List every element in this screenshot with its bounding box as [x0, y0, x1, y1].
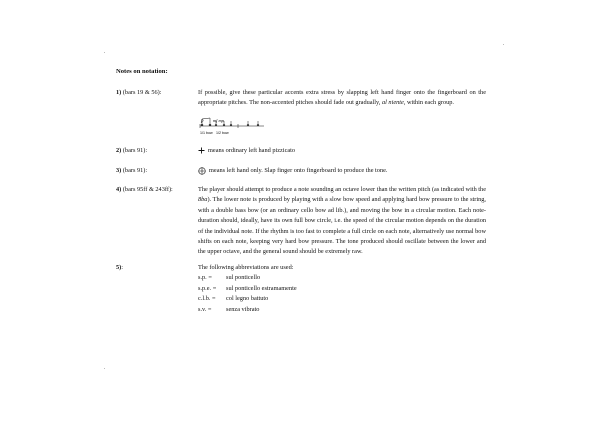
abbreviation-row — [198, 294, 486, 304]
note-1-body — [198, 88, 486, 137]
note-4-number: 4) — [116, 186, 122, 193]
abbreviation-value: sul ponticello — [226, 274, 261, 282]
note-2-text: means ordinary left hand pizzicato — [208, 147, 296, 154]
note-4-text: The player should attempt to produce a note sounding an octave lower than the written pitch (as indicated with the 8ba). The lower note is produced by playing with a slow bow speed and applying hard bow pressure to the string, with a double bass bow (or an ordinary cello bow ad lib.), and moving the bow in a circular motion. Each note-duration should, ideally, have its own full bow circle, i.e. the speed of the circular motion depends on the duration of the individual note. If the rhythm is too fast to complete a full circle on each note, alternatively use normal bow shifts on each note, keeping very hard bow pressure. The tone produced should oscillate between the lower and the upper octave, and the general sound should be extremely raw. — [198, 186, 486, 256]
circled-plus-icon — [198, 167, 206, 175]
abbreviation-row — [198, 273, 486, 283]
note-2-label — [116, 146, 196, 156]
abbreviation-list — [198, 273, 486, 315]
note-3-text: means left hand only. Slap finger onto fingerboard to produce the tone. — [209, 167, 388, 174]
note-5-number: 5) — [116, 264, 122, 271]
scan-speck — [104, 52, 105, 53]
note-1-text: If possible, give these particular accents extra stress by slapping left hand finger onto the fingerboard on the appropriate pitches. The non-accented pitches should fade out gradually, al niente, within each group. — [198, 89, 486, 107]
ornament-marking: mf mp — [213, 117, 224, 123]
notation-staff-image — [198, 113, 268, 137]
note-3-body — [198, 166, 486, 176]
abbreviation-key: s.v. = — [198, 305, 212, 313]
note-4-body — [198, 185, 486, 258]
abbreviation-row — [198, 284, 486, 294]
note-3-ref: (bars 91): — [122, 167, 148, 174]
note-4-label — [116, 185, 196, 195]
note-3-label — [116, 166, 196, 176]
scan-speck — [503, 44, 504, 45]
note-1-number: 1) — [116, 89, 122, 96]
note-1-ref: (bars 19 & 56): — [122, 89, 162, 96]
abbreviation-key: s.p. = — [198, 274, 212, 282]
plus-icon — [198, 147, 205, 154]
note-2-ref: (bars 91): — [122, 147, 148, 154]
notation-example-figure — [198, 113, 268, 137]
note-5-ref: : — [121, 264, 123, 271]
note-1-label — [116, 88, 196, 98]
note-5-label — [116, 263, 196, 273]
abbreviation-row — [198, 305, 486, 315]
dynamic-marking: p — [201, 118, 204, 124]
note-2-body — [198, 146, 486, 156]
abbreviation-value: senza vibrato — [226, 305, 260, 313]
scan-speck — [104, 368, 105, 369]
bow-label-full: 1/1 bow — [200, 130, 213, 135]
page-title: Notes on notation: — [116, 68, 168, 75]
note-5-intro: The following abbreviations are used: — [198, 264, 294, 271]
abbreviation-key: s.p.e. = — [198, 284, 217, 292]
abbreviation-value: col legno battuto — [226, 295, 269, 303]
note-3-number: 3) — [116, 167, 122, 174]
note-5-body — [198, 263, 486, 315]
note-4-ref: (bars 95ff & 243ff): — [122, 186, 173, 193]
abbreviation-key: c.l.b. = — [198, 295, 216, 303]
bow-label-half: 1/2 bow — [216, 130, 229, 135]
abbreviation-value: sul ponticello estramamente — [226, 284, 297, 292]
note-2-number: 2) — [116, 147, 122, 154]
